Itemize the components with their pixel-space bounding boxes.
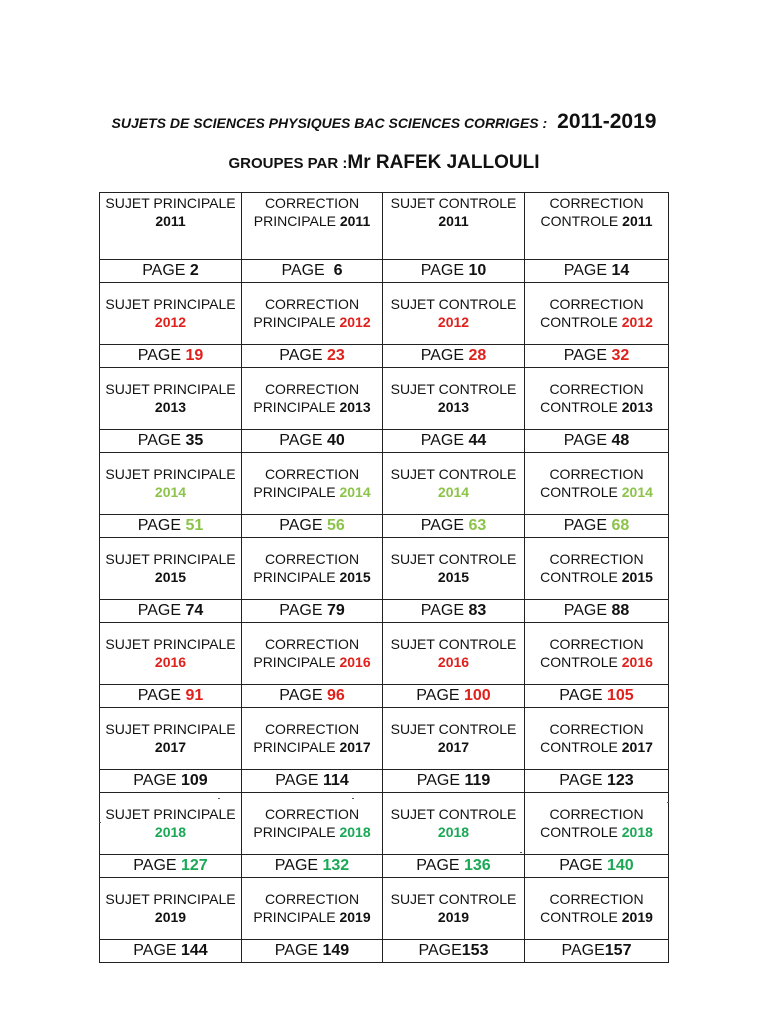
cell-page <box>100 515 242 538</box>
cell-label-text: SUJET PRINCIPALE <box>105 195 236 211</box>
page-prefix: PAGE <box>142 262 190 279</box>
cell-year: 2019 <box>621 908 653 925</box>
cell-page <box>383 600 525 623</box>
cell-label-text: SUJET PRINCIPALE <box>105 721 236 737</box>
cell-label <box>242 538 383 600</box>
cell-label <box>100 193 242 260</box>
cell-year: 2015 <box>154 568 187 585</box>
cell-label-text: SUJET CONTROLE <box>390 806 517 822</box>
cell-label-text: SUJET CONTROLE <box>390 466 517 482</box>
cell-page <box>383 260 525 283</box>
cell-label <box>525 453 669 515</box>
cell-page <box>100 260 242 283</box>
scan-speck <box>520 852 522 853</box>
cell-label <box>242 708 383 770</box>
page-row-2011 <box>100 260 669 283</box>
page-number: 100 <box>464 687 491 704</box>
cell-label <box>525 793 669 855</box>
cell-label <box>100 793 242 855</box>
cell-label-text: CORRECTION PRINCIPALE <box>253 891 360 925</box>
page-number: 6 <box>333 262 343 279</box>
cell-year: 2017 <box>339 738 371 755</box>
cell-label-text: CORRECTION PRINCIPALE <box>253 296 360 330</box>
cell-label <box>100 708 242 770</box>
cell-year: 2012 <box>621 313 653 330</box>
cell-page <box>242 770 383 793</box>
cell-label <box>383 878 525 940</box>
page-number: 123 <box>607 772 634 789</box>
page-prefix: PAGE <box>275 772 323 789</box>
page-number: 88 <box>611 602 630 619</box>
page-number: 157 <box>604 942 632 959</box>
label-row-2017 <box>100 708 669 770</box>
cell-page <box>100 600 242 623</box>
cell-label-text: SUJET CONTROLE <box>390 636 517 652</box>
cell-page <box>242 600 383 623</box>
cell-year: 2015 <box>437 568 470 585</box>
cell-page <box>242 515 383 538</box>
cell-label-text: CORRECTION PRINCIPALE <box>253 721 360 755</box>
cell-page <box>242 260 383 283</box>
page-prefix: PAGE <box>559 772 607 789</box>
page-number: 35 <box>185 432 204 449</box>
cell-year: 2011 <box>155 212 186 229</box>
page-prefix: PAGE <box>279 517 327 534</box>
page-number: 153 <box>461 942 489 959</box>
page-prefix: PAGE <box>137 602 186 619</box>
page-prefix: PAGE <box>274 857 323 874</box>
page-number: 51 <box>185 517 204 534</box>
page-number: 32 <box>611 347 630 364</box>
label-row-2016 <box>100 623 669 685</box>
page-prefix: PAGE <box>133 857 181 874</box>
cell-year: 2016 <box>621 653 653 670</box>
cell-page <box>525 260 669 283</box>
cell-page <box>100 770 242 793</box>
cell-label <box>242 623 383 685</box>
cell-label-text: CORRECTION CONTROLE <box>540 195 644 229</box>
cell-label <box>100 878 242 940</box>
cell-label <box>383 538 525 600</box>
cell-label <box>525 708 669 770</box>
page-number: 74 <box>185 602 204 619</box>
cell-year: 2018 <box>154 823 187 840</box>
cell-label <box>242 368 383 430</box>
cell-page <box>242 940 383 963</box>
page-number: 40 <box>326 432 345 449</box>
page-number: 14 <box>611 262 630 279</box>
cell-year: 2014 <box>154 483 187 500</box>
cell-label-text: SUJET CONTROLE <box>390 381 517 397</box>
cell-label-text: CORRECTION PRINCIPALE <box>253 195 360 229</box>
cell-page <box>100 685 242 708</box>
cell-page <box>383 345 525 368</box>
cell-year: 2018 <box>621 823 653 840</box>
page-number: 23 <box>326 347 345 364</box>
scan-speck <box>218 798 220 799</box>
scan-speck <box>352 798 354 799</box>
page-prefix: PAGE <box>137 432 186 449</box>
scan-speck <box>99 822 101 823</box>
page-prefix: PAGE <box>416 857 464 874</box>
cell-label <box>100 453 242 515</box>
cell-page <box>525 685 669 708</box>
page-number: 96 <box>326 687 345 704</box>
page-prefix: PAGE <box>559 857 607 874</box>
cell-year: 2013 <box>339 398 371 415</box>
page-prefix: PAGE <box>563 347 612 364</box>
page-prefix: PAGE <box>420 347 469 364</box>
cell-year: 2015 <box>339 568 371 585</box>
cell-label-text: SUJET PRINCIPALE <box>105 636 236 652</box>
page-prefix: PAGE <box>279 347 327 364</box>
page-number: 132 <box>322 857 350 874</box>
label-row-2013 <box>100 368 669 430</box>
cell-page <box>525 345 669 368</box>
page-prefix: PAGE <box>133 772 181 789</box>
cell-label-text: SUJET PRINCIPALE <box>105 551 236 567</box>
cell-year: 2011 <box>622 212 653 229</box>
title-text: SUJETS DE SCIENCES PHYSIQUES BAC SCIENCES CORRIGES : <box>111 115 548 131</box>
page-number: 119 <box>464 772 491 789</box>
cell-page <box>525 940 669 963</box>
cell-label-text: SUJET CONTROLE <box>390 195 517 211</box>
cell-label <box>383 623 525 685</box>
cell-label-text: SUJET PRINCIPALE <box>105 806 236 822</box>
label-row-2018 <box>100 793 669 855</box>
cell-year: 2012 <box>339 313 371 330</box>
cell-page <box>383 855 525 878</box>
cell-label-text: SUJET CONTROLE <box>390 721 517 737</box>
cell-label <box>242 193 383 260</box>
cell-label <box>242 453 383 515</box>
document-subtitle <box>0 152 768 174</box>
page-prefix: PAGE <box>420 602 469 619</box>
cell-label <box>525 368 669 430</box>
cell-page <box>100 430 242 453</box>
cell-label-text: SUJET CONTROLE <box>390 296 517 312</box>
cell-year: 2015 <box>621 568 653 585</box>
cell-year: 2016 <box>437 653 470 670</box>
cell-label-text: CORRECTION PRINCIPALE <box>253 806 360 840</box>
page-prefix: PAGE <box>279 687 327 704</box>
page-prefix: PAGE <box>420 432 469 449</box>
page-number: 149 <box>322 942 350 959</box>
page-prefix: PAGE <box>137 347 186 364</box>
cell-label <box>525 878 669 940</box>
page-prefix: PAGE <box>133 942 181 959</box>
cell-page <box>383 430 525 453</box>
page-number: 63 <box>468 517 487 534</box>
page-prefix: PAGE <box>137 517 186 534</box>
page-number: 140 <box>607 857 634 874</box>
page-number: 114 <box>322 772 349 789</box>
scan-speck <box>667 802 669 803</box>
cell-year: 2011 <box>339 212 371 229</box>
cell-year: 2012 <box>437 313 470 330</box>
cell-label <box>525 538 669 600</box>
page-prefix: PAGE <box>420 262 469 279</box>
cell-page <box>525 600 669 623</box>
cell-label <box>525 283 669 345</box>
cell-page <box>383 685 525 708</box>
label-row-2012 <box>100 283 669 345</box>
cell-page <box>100 855 242 878</box>
title-years: 2011-2019 <box>557 110 657 133</box>
cell-year: 2013 <box>621 398 653 415</box>
page-number: 109 <box>181 772 208 789</box>
page-row-2016 <box>100 685 669 708</box>
page-number: 91 <box>185 687 204 704</box>
cell-year: 2019 <box>437 908 470 925</box>
page-prefix: PAGE <box>416 772 465 789</box>
cell-label-text: CORRECTION PRINCIPALE <box>253 466 360 500</box>
page-number: 105 <box>607 687 634 704</box>
cell-year: 2019 <box>339 908 371 925</box>
page-number: 2 <box>189 262 199 279</box>
cell-page <box>100 940 242 963</box>
page-number: 136 <box>464 857 491 874</box>
page-prefix: PAGE <box>559 687 607 704</box>
cell-year: 2012 <box>154 313 187 330</box>
cell-label-text: SUJET CONTROLE <box>390 891 517 907</box>
cell-label-text: SUJET PRINCIPALE <box>105 381 236 397</box>
cell-year: 2013 <box>154 398 187 415</box>
cell-label-text: CORRECTION CONTROLE <box>540 891 644 925</box>
page-number: 19 <box>185 347 204 364</box>
page-number: 28 <box>468 347 487 364</box>
label-row-2011 <box>100 193 669 260</box>
cell-page <box>525 515 669 538</box>
cell-page <box>383 940 525 963</box>
cell-page <box>242 345 383 368</box>
page-number: 44 <box>468 432 487 449</box>
cell-label <box>100 368 242 430</box>
cell-year: 2017 <box>154 738 187 755</box>
page-number: 48 <box>611 432 630 449</box>
cell-page <box>242 430 383 453</box>
cell-label <box>525 623 669 685</box>
page-row-2014 <box>100 515 669 538</box>
page-prefix: PAGE <box>563 517 612 534</box>
cell-page <box>242 685 383 708</box>
page-prefix: PAGE <box>561 942 605 959</box>
cell-year: 2018 <box>339 823 371 840</box>
page-prefix: PAGE <box>420 517 469 534</box>
cell-label <box>383 368 525 430</box>
page-prefix: PAGE <box>563 432 612 449</box>
page-prefix: PAGE <box>281 262 334 279</box>
cell-page <box>525 855 669 878</box>
cell-year: 2016 <box>154 653 187 670</box>
cell-label <box>242 793 383 855</box>
cell-label-text: CORRECTION PRINCIPALE <box>253 381 360 415</box>
cell-label <box>242 878 383 940</box>
cell-page <box>383 770 525 793</box>
cell-label <box>100 623 242 685</box>
cell-year: 2019 <box>154 908 187 925</box>
cell-label-text: SUJET PRINCIPALE <box>105 296 236 312</box>
page-row-2017 <box>100 770 669 793</box>
cell-label-text: CORRECTION CONTROLE <box>540 806 644 840</box>
page-number: 144 <box>181 942 208 959</box>
cell-label-text: SUJET PRINCIPALE <box>105 891 236 907</box>
cell-page <box>525 430 669 453</box>
cell-page <box>525 770 669 793</box>
page-prefix: PAGE <box>279 602 327 619</box>
cell-year: 2016 <box>339 653 371 670</box>
cell-label-text: CORRECTION CONTROLE <box>540 551 644 585</box>
page-number: 127 <box>181 857 208 874</box>
cell-page <box>242 855 383 878</box>
cell-year: 2011 <box>438 212 469 229</box>
page-row-2019 <box>100 940 669 963</box>
index-table <box>99 192 669 963</box>
page-number: 56 <box>326 517 345 534</box>
cell-label <box>383 453 525 515</box>
cell-label-text: CORRECTION PRINCIPALE <box>253 636 360 670</box>
page-number: 68 <box>611 517 630 534</box>
page-prefix: PAGE <box>563 602 612 619</box>
page-row-2013 <box>100 430 669 453</box>
cell-label-text: CORRECTION CONTROLE <box>540 721 644 755</box>
label-row-2015 <box>100 538 669 600</box>
cell-year: 2013 <box>437 398 470 415</box>
page-number: 83 <box>468 602 487 619</box>
cell-page <box>383 515 525 538</box>
cell-label-text: CORRECTION CONTROLE <box>540 381 644 415</box>
cell-label <box>100 538 242 600</box>
page-row-2012 <box>100 345 669 368</box>
cell-year: 2017 <box>437 738 470 755</box>
cell-label <box>383 283 525 345</box>
page-row-2015 <box>100 600 669 623</box>
cell-year: 2014 <box>339 483 371 500</box>
cell-year: 2017 <box>621 738 653 755</box>
author-name: Mr RAFEK JALLOULI <box>347 152 540 173</box>
page-row-2018 <box>100 855 669 878</box>
page-prefix: PAGE <box>279 432 327 449</box>
page-prefix: PAGE <box>416 687 464 704</box>
cell-label-text: SUJET PRINCIPALE <box>105 466 236 482</box>
cell-label-text: CORRECTION PRINCIPALE <box>253 551 360 585</box>
label-row-2019 <box>100 878 669 940</box>
cell-year: 2018 <box>437 823 470 840</box>
cell-label <box>525 193 669 260</box>
cell-label <box>383 793 525 855</box>
document-title <box>0 110 768 134</box>
cell-year: 2014 <box>621 483 653 500</box>
cell-label-text: CORRECTION CONTROLE <box>540 296 644 330</box>
page-prefix: PAGE <box>418 942 462 959</box>
cell-label-text: CORRECTION CONTROLE <box>540 636 644 670</box>
page-number: 79 <box>326 602 345 619</box>
cell-label <box>100 283 242 345</box>
subtitle-prefix: GROUPES PAR : <box>228 155 348 172</box>
cell-label <box>242 283 383 345</box>
cell-label <box>383 708 525 770</box>
page-prefix: PAGE <box>563 262 612 279</box>
cell-page <box>100 345 242 368</box>
cell-label-text: CORRECTION CONTROLE <box>540 466 644 500</box>
page-prefix: PAGE <box>274 942 323 959</box>
page-prefix: PAGE <box>137 687 186 704</box>
cell-year: 2014 <box>437 483 470 500</box>
cell-label-text: SUJET CONTROLE <box>390 551 517 567</box>
cell-label <box>383 193 525 260</box>
page-number: 10 <box>468 262 487 279</box>
label-row-2014 <box>100 453 669 515</box>
